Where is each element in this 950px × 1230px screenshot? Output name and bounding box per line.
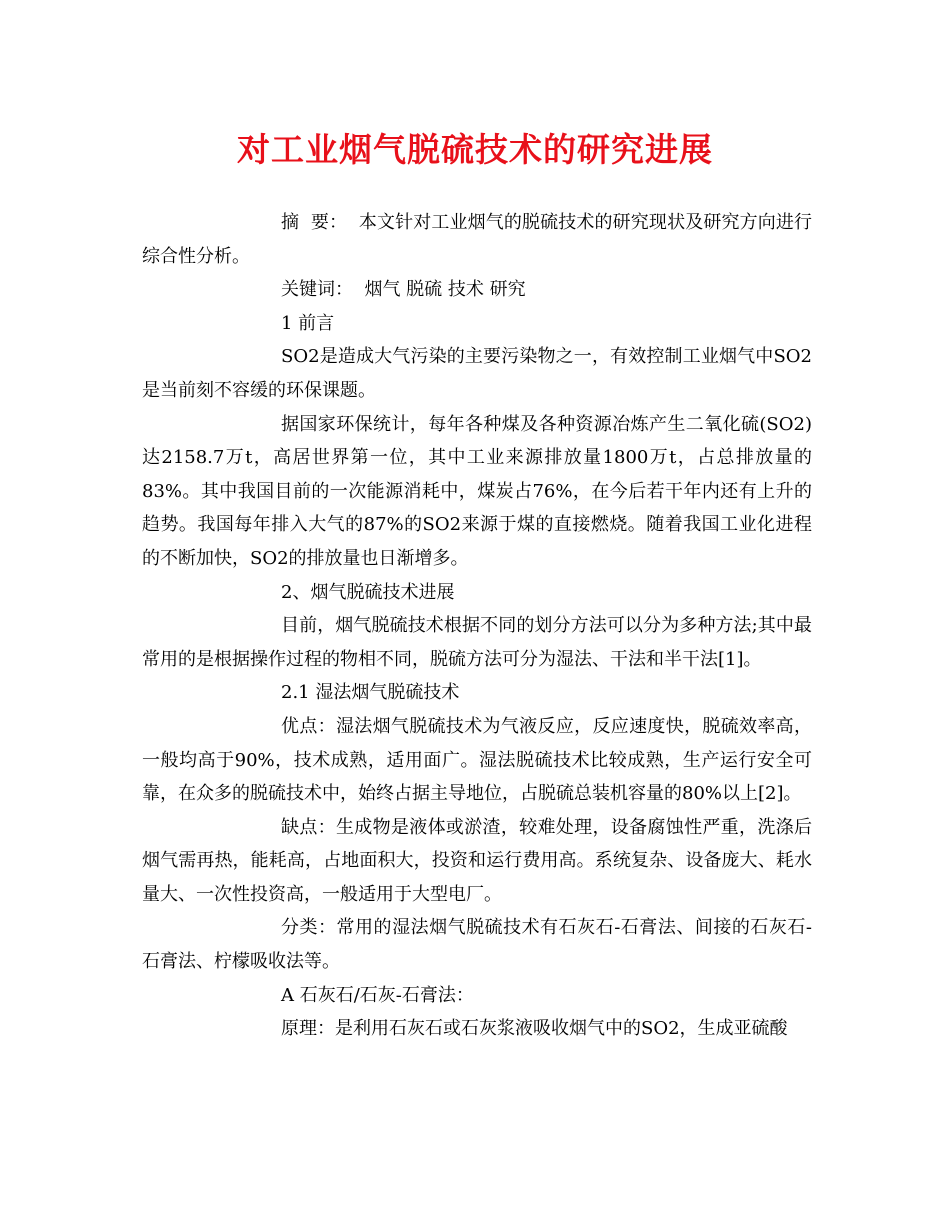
document-body [142,206,812,1046]
keywords-line: 关键词： 烟气 脱硫 技术 研究 [281,279,526,301]
section-heading-1: 1 前言 [281,312,335,334]
paragraph-disadvantages: 缺点：生成物是液体或淤渣，较难处理，设备腐蚀性严重，洗涤后烟气需再热，能耗高，占地面积大，投资和运行费用高。系统复杂、设备庞大、耗水量大、一次性投资高，一般适用于大型电厂。 [142,816,812,905]
subsection-heading-2-1: 2.1 湿法烟气脱硫技术 [281,682,460,704]
paragraph-statistics: 据国家环保统计，每年各种煤及各种资源冶炼产生二氧化硫(SO2)达2158.7万t，高居世界第一位，其中工业来源排放量1800万t，占总排放量的83%。其中我国目前的一次能源消耗中，煤炭占76%，在今后若干年内还有上升的趋势。我国每年排入大气的87%的SO2来源于煤的直接燃烧。随着我国工业化进程的不断加快，SO2的排放量也日渐增多。 [142,413,812,569]
abstract-paragraph: 摘 要： 本文针对工业烟气的脱硫技术的研究现状及研究方向进行综合性分析。 [142,212,812,267]
paragraph-methods: 目前，烟气脱硫技术根据不同的划分方法可以分为多种方法;其中最常用的是根据操作过程的物相不同，脱硫方法可分为湿法、干法和半干法[1]。 [142,615,812,670]
document-title: 对工业烟气脱硫技术的研究进展 [237,130,713,169]
paragraph-classification: 分类：常用的湿法烟气脱硫技术有石灰石-石膏法、间接的石灰石-石膏法、柠檬吸收法等。 [142,917,812,973]
paragraph-intro: SO2是造成大气污染的主要污染物之一，有效控制工业烟气中SO2是当前刻不容缓的环保课题。 [142,346,812,401]
subsection-heading-a: A 石灰石/石灰-石膏法： [281,984,474,1006]
paragraph-principle: 原理：是利用石灰石或石灰浆液吸收烟气中的SO2，生成亚硫酸 [281,1018,788,1040]
section-heading-2: 2、烟气脱硫技术进展 [281,581,455,603]
paragraph-advantages: 优点：湿法烟气脱硫技术为气液反应，反应速度快，脱硫效率高，一般均高于90%，技术成熟，适用面广。湿法脱硫技术比较成熟，生产运行安全可靠，在众多的脱硫技术中，始终占据主导地位，占脱硫总装机容量的80%以上[2]。 [142,715,812,805]
